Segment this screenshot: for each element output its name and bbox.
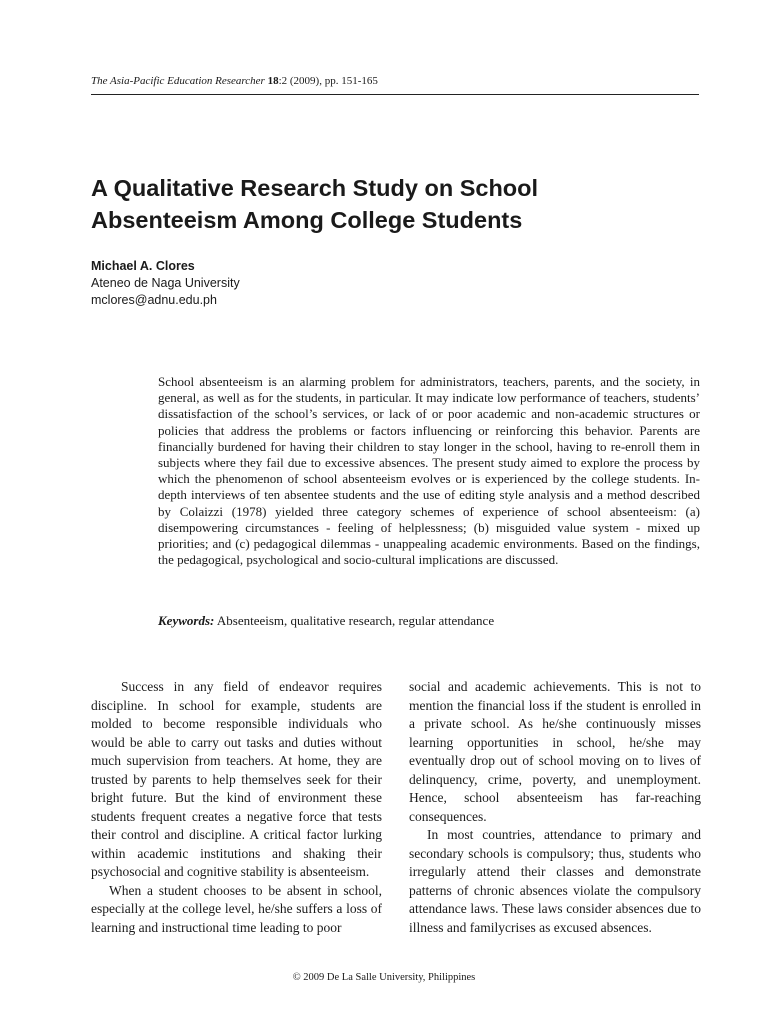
body-column-left	[91, 678, 382, 937]
body-paragraph: In most countries, attendance to primary and secondary schools is compulsory; thus, students who irregularly attend their classes and demonstrate patterns of chronic absences violate the compulsory attendance laws. These laws consider absences due to illness and familycrises as excused absences.	[409, 827, 701, 935]
header-rule	[91, 94, 699, 95]
journal-name: The Asia-Pacific Education Researcher	[91, 75, 265, 87]
author-block	[91, 258, 491, 309]
journal-issue-pages: :2 (2009), pp. 151-165	[278, 75, 378, 87]
author-affiliation: Ateneo de Naga University	[91, 276, 240, 290]
author-email[interactable]: mclores@adnu.edu.ph	[91, 293, 217, 307]
keywords	[158, 613, 700, 629]
copyright-footer: © 2009 De La Salle University, Philippines	[292, 972, 476, 983]
keywords-label: Keywords:	[158, 613, 215, 628]
body-paragraph: Success in any field of endeavor requires discipline. In school for example, students are molded to become responsible individuals who would be able to carry out tasks and duties without much supervision from teachers. At home, they are trusted by parents to help themselves seek for their bright future. But the kind of environment these students frequent creates a negative force that tests their control and discipline. A critical factor lurking within academic institutions and shaking their psychosocial and cognitive stability is absenteeism.	[91, 679, 382, 879]
body-paragraph: When a student chooses to be absent in school, especially at the college level, he/she suffers a loss of learning and instructional time leading to poor	[91, 882, 382, 935]
journal-volume: 18	[267, 75, 279, 87]
paper-title: A Qualitative Research Study on School Absenteeism Among College Students	[91, 175, 539, 233]
body-column-right	[409, 678, 701, 937]
running-header	[91, 74, 699, 88]
abstract: School absenteeism is an alarming problem for administrators, teachers, parents, and the society, in general, as well as for the students, in particular. It may indicate low performance of teachers, students’ dissatisfaction of the school’s services, or lack of or poor academic and non-academic structures or policies that address the problems or factors influencing or reinforcing this behavior. Parents are financially burdened for having their children to stay longer in the school, having to re-enroll them in subjects where they fail due to excessive absences. The present study aimed to explore the process by which the phenomenon of school absenteeism evolves or is experienced by the college students. In-depth interviews of ten absentee students and the use of editing style analysis and a method described by Colaizzi (1978) yielded three category schemes of experience of school absenteeism: (a) disempowering circumstances - feeling of helplessness; (b) misguided value system - mixed up priorities; and (c) pedagogical dilemmas - unappealing academic environments. Based on the findings, the pedagogical, psychological and socio-cultural implications are discussed.	[158, 374, 700, 568]
keywords-text: Absenteeism, qualitative research, regular attendance	[216, 613, 495, 628]
author-name: Michael A. Clores	[91, 259, 195, 273]
body-paragraph: social and academic achievements. This is not to mention the financial loss if the student is enrolled in a private school. As he/she continuously misses learning opportunities in school, he/she may eventually drop out of school moving on to lives of delinquency, crime, poverty, and unemployment. Hence, school absenteeism has far-reaching consequences.	[409, 679, 701, 824]
